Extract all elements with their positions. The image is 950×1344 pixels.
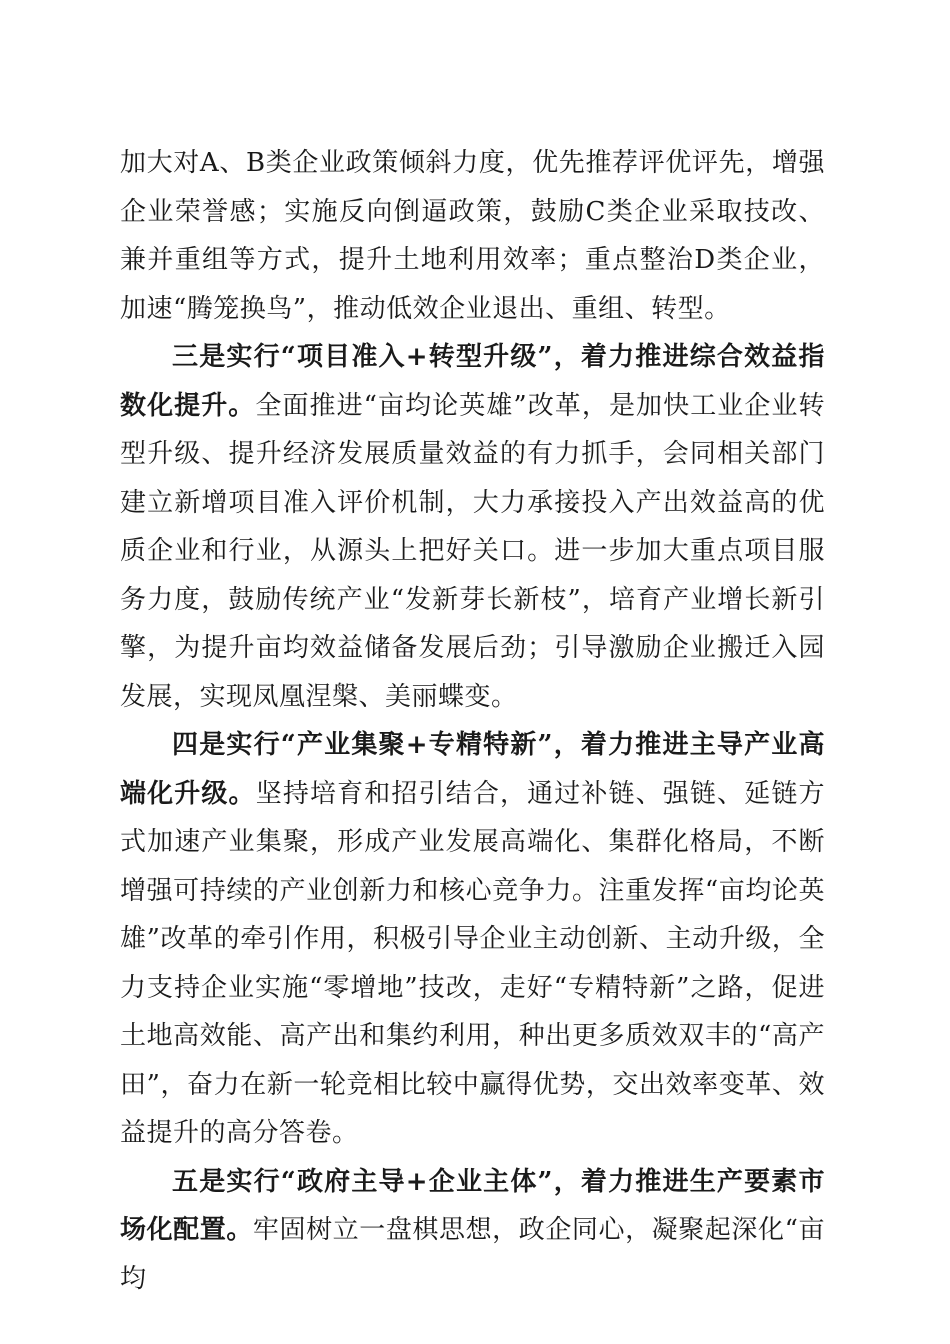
paragraph-body-text: 坚持培育和招引结合，通过补链、强链、延链方式加速产业集聚，形成产业发展高端化、集群化格局，不断增强可持续的产业创新力和核心竞争力。注重发挥“亩均论英雄”改革的牵引作用，积极引导企业主动创新、主动升级，全力支持企业实施“零增地”技改，走好“专精特新”之路，促进土地高效能、高产出和集约利用，种出更多质效双丰的“高产田”，奋力在新一轮竞相比较中赢得优势，交出效率变革、效益提升的高分答卷。 (120, 778, 825, 1148)
paragraph-section-three (120, 333, 825, 721)
document-body (120, 139, 825, 1303)
paragraph-section-four (120, 721, 825, 1158)
paragraph-lead-heading: 五是实行“政府主导+企业主体”，着力推进生产要素市场化配置。 (120, 1166, 825, 1245)
paragraph-lead-heading: 四是实行“产业集聚+专精特新”，着力推进主导产业高端化升级。 (120, 730, 825, 809)
paragraph-body-text: 加大对A、B类企业政策倾斜力度，优先推荐评优评先，增强企业荣誉感；实施反向倒逼政策，鼓励C类企业采取技改、兼并重组等方式，提升土地利用效率；重点整治D类企业，加速“腾笼换鸟”，推动低效企业退出、重组、转型。 (120, 148, 825, 324)
paragraph-continuation (120, 139, 825, 333)
paragraph-section-five (120, 1158, 825, 1304)
paragraph-body-text: 牢固树立一盘棋思想，政企同心，凝聚起深化“亩均 (120, 1215, 825, 1294)
paragraph-body-text: 全面推进“亩均论英雄”改革，是加快工业企业转型升级、提升经济发展质量效益的有力抓手，会同相关部门建立新增项目准入评价机制，大力承接投入产出效益高的优质企业和行业，从源头上把好关口。进一步加大重点项目服务力度，鼓励传统产业“发新芽长新枝”，培育产业增长新引擎，为提升亩均效益储备发展后劲；引导激励企业搬迁入园发展，实现凤凰涅槃、美丽蝶变。 (120, 390, 825, 712)
paragraph-lead-heading: 三是实行“项目准入+转型升级”，着力推进综合效益指数化提升。 (120, 342, 825, 421)
